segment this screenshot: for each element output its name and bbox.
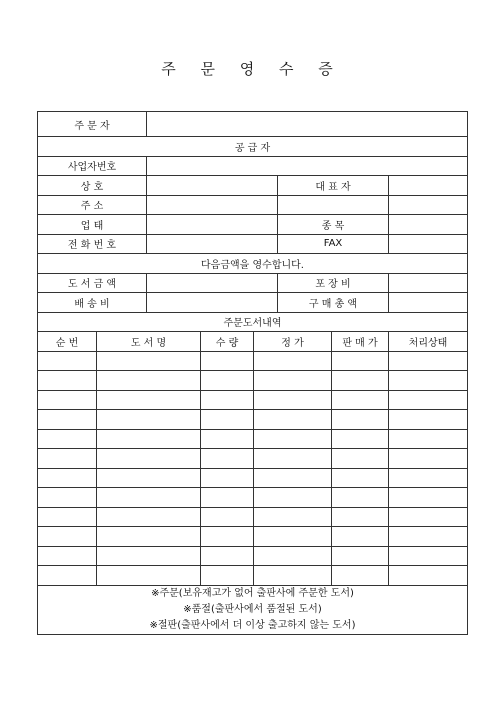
receipt-statement-row xyxy=(38,254,468,274)
item-sale-price-cell[interactable] xyxy=(332,546,389,566)
book-amount-label: 도 서 금 액 xyxy=(38,273,147,293)
orderer-label: 주 문 자 xyxy=(38,112,147,137)
item-row xyxy=(38,351,468,371)
item-list-price-cell[interactable] xyxy=(254,371,332,391)
item-list-price-cell[interactable] xyxy=(254,488,332,508)
note-order: ※주문(보유재고가 없어 출판사에 주문한 도서) xyxy=(151,587,354,599)
item-row xyxy=(38,546,468,566)
trade-name-label: 상 호 xyxy=(38,176,147,196)
address-extra[interactable] xyxy=(278,195,389,215)
item-row xyxy=(38,527,468,547)
notes-row xyxy=(38,585,468,634)
biz-no-row xyxy=(38,156,468,176)
document-title: 주 문 영 수 증 xyxy=(161,60,343,78)
item-seq-cell[interactable] xyxy=(38,449,97,469)
item-qty-cell[interactable] xyxy=(201,371,254,391)
phone-value[interactable] xyxy=(147,234,278,254)
col-status: 처리상태 xyxy=(389,332,468,352)
item-status-cell[interactable] xyxy=(389,371,468,391)
shipping-cost-value[interactable] xyxy=(147,293,278,313)
receipt-statement: 다음금액을 영수합니다. xyxy=(38,254,468,274)
item-seq-cell[interactable] xyxy=(38,429,97,449)
address-row xyxy=(38,195,468,215)
item-seq-cell[interactable] xyxy=(38,507,97,527)
item-title-cell[interactable] xyxy=(97,410,201,430)
item-title-cell[interactable] xyxy=(97,390,201,410)
col-qty: 수 량 xyxy=(201,332,254,352)
item-title-cell[interactable] xyxy=(97,371,201,391)
item-status-cell[interactable] xyxy=(389,351,468,371)
category-label: 종 목 xyxy=(278,215,389,235)
total-purchase-value[interactable] xyxy=(389,293,468,313)
fax-value[interactable] xyxy=(389,234,468,254)
item-seq-cell[interactable] xyxy=(38,527,97,547)
item-seq-cell[interactable] xyxy=(38,371,97,391)
supplier-heading: 공 급 자 xyxy=(38,137,468,157)
item-list-price-cell[interactable] xyxy=(254,566,332,586)
order-details-heading-row xyxy=(38,312,468,332)
item-sale-price-cell[interactable] xyxy=(332,507,389,527)
item-sale-price-cell[interactable] xyxy=(332,351,389,371)
phone-label: 전 화 번 호 xyxy=(38,234,147,254)
item-list-price-cell[interactable] xyxy=(254,410,332,430)
item-list-price-cell[interactable] xyxy=(254,468,332,488)
item-list-price-cell[interactable] xyxy=(254,351,332,371)
col-title: 도 서 명 xyxy=(97,332,201,352)
item-qty-cell[interactable] xyxy=(201,449,254,469)
item-row xyxy=(38,410,468,430)
item-title-cell[interactable] xyxy=(97,546,201,566)
notes xyxy=(38,585,468,634)
item-status-cell[interactable] xyxy=(389,527,468,547)
item-list-price-cell[interactable] xyxy=(254,527,332,547)
item-qty-cell[interactable] xyxy=(201,468,254,488)
item-list-price-cell[interactable] xyxy=(254,507,332,527)
item-row xyxy=(38,566,468,586)
col-sale-price: 판 매 가 xyxy=(332,332,389,352)
shipping-cost-label: 배 송 비 xyxy=(38,293,147,313)
item-title-cell[interactable] xyxy=(97,507,201,527)
item-sale-price-cell[interactable] xyxy=(332,371,389,391)
representative-value[interactable] xyxy=(389,176,468,196)
item-qty-cell[interactable] xyxy=(201,488,254,508)
book-amount-row xyxy=(38,273,468,293)
item-seq-cell[interactable] xyxy=(38,351,97,371)
item-seq-cell[interactable] xyxy=(38,390,97,410)
total-purchase-label: 구 매 총 액 xyxy=(278,293,389,313)
item-sale-price-cell[interactable] xyxy=(332,390,389,410)
packing-cost-label: 포 장 비 xyxy=(278,273,389,293)
orderer-value[interactable] xyxy=(147,112,468,137)
item-row xyxy=(38,488,468,508)
item-status-cell[interactable] xyxy=(389,410,468,430)
item-seq-cell[interactable] xyxy=(38,566,97,586)
supplier-heading-row xyxy=(38,137,468,157)
item-qty-cell[interactable] xyxy=(201,507,254,527)
item-status-cell[interactable] xyxy=(389,390,468,410)
item-qty-cell[interactable] xyxy=(201,566,254,586)
packing-cost-value[interactable] xyxy=(389,273,468,293)
phone-row xyxy=(38,234,468,254)
item-sale-price-cell[interactable] xyxy=(332,449,389,469)
item-qty-cell[interactable] xyxy=(201,390,254,410)
item-status-cell[interactable] xyxy=(389,488,468,508)
business-type-row xyxy=(38,215,468,235)
item-status-cell[interactable] xyxy=(389,468,468,488)
item-list-price-cell[interactable] xyxy=(254,390,332,410)
item-sale-price-cell[interactable] xyxy=(332,527,389,547)
item-row xyxy=(38,449,468,469)
book-amount-value[interactable] xyxy=(147,273,278,293)
business-type-value[interactable] xyxy=(147,215,278,235)
item-qty-cell[interactable] xyxy=(201,410,254,430)
item-status-cell[interactable] xyxy=(389,546,468,566)
item-seq-cell[interactable] xyxy=(38,468,97,488)
item-title-cell[interactable] xyxy=(97,351,201,371)
item-seq-cell[interactable] xyxy=(38,546,97,566)
shipping-row xyxy=(38,293,468,313)
item-title-cell[interactable] xyxy=(97,488,201,508)
item-title-cell[interactable] xyxy=(97,566,201,586)
address-extra-value[interactable] xyxy=(389,195,468,215)
col-seq: 순 번 xyxy=(38,332,97,352)
item-qty-cell[interactable] xyxy=(201,527,254,547)
trade-name-value[interactable] xyxy=(147,176,278,196)
item-title-cell[interactable] xyxy=(97,429,201,449)
item-title-cell[interactable] xyxy=(97,449,201,469)
item-sale-price-cell[interactable] xyxy=(332,566,389,586)
item-status-cell[interactable] xyxy=(389,429,468,449)
item-title-cell[interactable] xyxy=(97,527,201,547)
address-value[interactable] xyxy=(147,195,278,215)
order-details-heading: 주문도서내역 xyxy=(38,312,468,332)
note-out-of-stock: ※품절(출판사에서 품절된 도서) xyxy=(183,603,322,615)
biz-no-label: 사업자번호 xyxy=(38,156,147,176)
item-seq-cell[interactable] xyxy=(38,488,97,508)
item-status-cell[interactable] xyxy=(389,507,468,527)
item-sale-price-cell[interactable] xyxy=(332,429,389,449)
trade-name-row xyxy=(38,176,468,196)
item-row xyxy=(38,507,468,527)
note-out-of-print: ※절판(출판사에서 더 이상 출고하지 않는 도서) xyxy=(149,619,356,631)
item-sale-price-cell[interactable] xyxy=(332,410,389,430)
item-list-price-cell[interactable] xyxy=(254,546,332,566)
item-list-price-cell[interactable] xyxy=(254,449,332,469)
item-row xyxy=(38,390,468,410)
representative-label: 대 표 자 xyxy=(278,176,389,196)
item-sale-price-cell[interactable] xyxy=(332,488,389,508)
item-qty-cell[interactable] xyxy=(201,351,254,371)
order-details-header xyxy=(38,332,468,352)
category-value[interactable] xyxy=(389,215,468,235)
item-title-cell[interactable] xyxy=(97,468,201,488)
orderer-row xyxy=(38,112,468,137)
item-status-cell[interactable] xyxy=(389,449,468,469)
address-label: 주 소 xyxy=(38,195,147,215)
biz-no-value[interactable] xyxy=(147,156,468,176)
fax-label: FAX xyxy=(278,234,389,254)
order-items xyxy=(38,351,468,585)
item-list-price-cell[interactable] xyxy=(254,429,332,449)
business-type-label: 업 태 xyxy=(38,215,147,235)
item-row xyxy=(38,371,468,391)
item-qty-cell[interactable] xyxy=(201,546,254,566)
item-qty-cell[interactable] xyxy=(201,429,254,449)
col-list-price: 정 가 xyxy=(254,332,332,352)
item-seq-cell[interactable] xyxy=(38,410,97,430)
item-row xyxy=(38,468,468,488)
order-receipt-form xyxy=(37,111,468,635)
item-row xyxy=(38,429,468,449)
item-status-cell[interactable] xyxy=(389,566,468,586)
item-sale-price-cell[interactable] xyxy=(332,468,389,488)
